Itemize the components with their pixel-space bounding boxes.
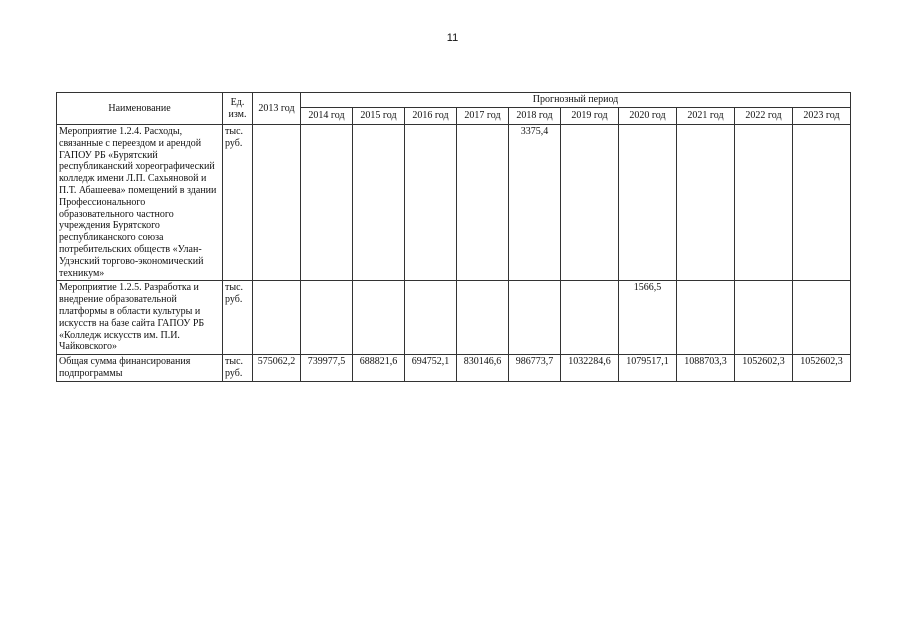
value-cell: 3375,4 — [509, 125, 561, 281]
value-cell — [793, 125, 851, 281]
value-cell: 1088703,3 — [677, 355, 735, 382]
row-name: Общая сумма финансирования подпрограммы — [57, 355, 223, 382]
value-cell: 1052602,3 — [793, 355, 851, 382]
financing-table — [56, 92, 851, 382]
row-unit: тыс. руб. — [223, 281, 253, 355]
value-cell: 688821,6 — [353, 355, 405, 382]
header-name: Наименование — [57, 93, 223, 125]
header-year: 2018 год — [509, 108, 561, 125]
header-forecast-period: Прогнозный период — [301, 93, 851, 108]
value-cell — [301, 281, 353, 355]
value-cell: 575062,2 — [253, 355, 301, 382]
value-cell: 830146,6 — [457, 355, 509, 382]
value-cell: 694752,1 — [405, 355, 457, 382]
value-cell: 1566,5 — [619, 281, 677, 355]
page-number: 11 — [446, 32, 459, 44]
header-unit: Ед. изм. — [223, 93, 253, 125]
value-cell — [353, 125, 405, 281]
table-row — [57, 281, 851, 355]
header-year: 2014 год — [301, 108, 353, 125]
value-cell: 739977,5 — [301, 355, 353, 382]
row-name: Мероприятие 1.2.5. Разработка и внедрение образовательной платформы в области культуры и искусств на базе сайта ГАПОУ РБ «Колледж искусств им. П.И. Чайковского» — [57, 281, 223, 355]
table-row — [57, 125, 851, 281]
value-cell — [457, 125, 509, 281]
value-cell — [509, 281, 561, 355]
header-year: 2019 год — [561, 108, 619, 125]
value-cell — [457, 281, 509, 355]
header-year: 2017 год — [457, 108, 509, 125]
row-unit: тыс. руб. — [223, 355, 253, 382]
row-name: Мероприятие 1.2.4. Расходы, связанные с переездом и арендой ГАПОУ РБ «Бурятский республиканский хореографический колледж имени Л.П. Сахьяновой и П.Т. Абашеева» помещений в здании Профессионального образовательного частного учреждения Бурятского республиканского союза потребительских обществ «Улан-Удэнский торгово-экономический техникум» — [57, 125, 223, 281]
header-year: 2021 год — [677, 108, 735, 125]
header-year: 2022 год — [735, 108, 793, 125]
value-cell: 1079517,1 — [619, 355, 677, 382]
row-unit: тыс. руб. — [223, 125, 253, 281]
value-cell: 1032284,6 — [561, 355, 619, 382]
value-cell — [253, 125, 301, 281]
value-cell — [619, 125, 677, 281]
value-cell — [793, 281, 851, 355]
header-year: 2015 год — [353, 108, 405, 125]
value-cell — [677, 125, 735, 281]
value-cell — [301, 125, 353, 281]
value-cell — [405, 125, 457, 281]
value-cell — [561, 281, 619, 355]
header-year: 2020 год — [619, 108, 677, 125]
value-cell — [405, 281, 457, 355]
value-cell — [677, 281, 735, 355]
value-cell: 986773,7 — [509, 355, 561, 382]
value-cell: 1052602,3 — [735, 355, 793, 382]
header-year: 2016 год — [405, 108, 457, 125]
value-cell — [253, 281, 301, 355]
header-base-year: 2013 год — [253, 93, 301, 125]
value-cell — [561, 125, 619, 281]
value-cell — [353, 281, 405, 355]
header-year: 2023 год — [793, 108, 851, 125]
value-cell — [735, 281, 793, 355]
table-row-total — [57, 355, 851, 382]
value-cell — [735, 125, 793, 281]
